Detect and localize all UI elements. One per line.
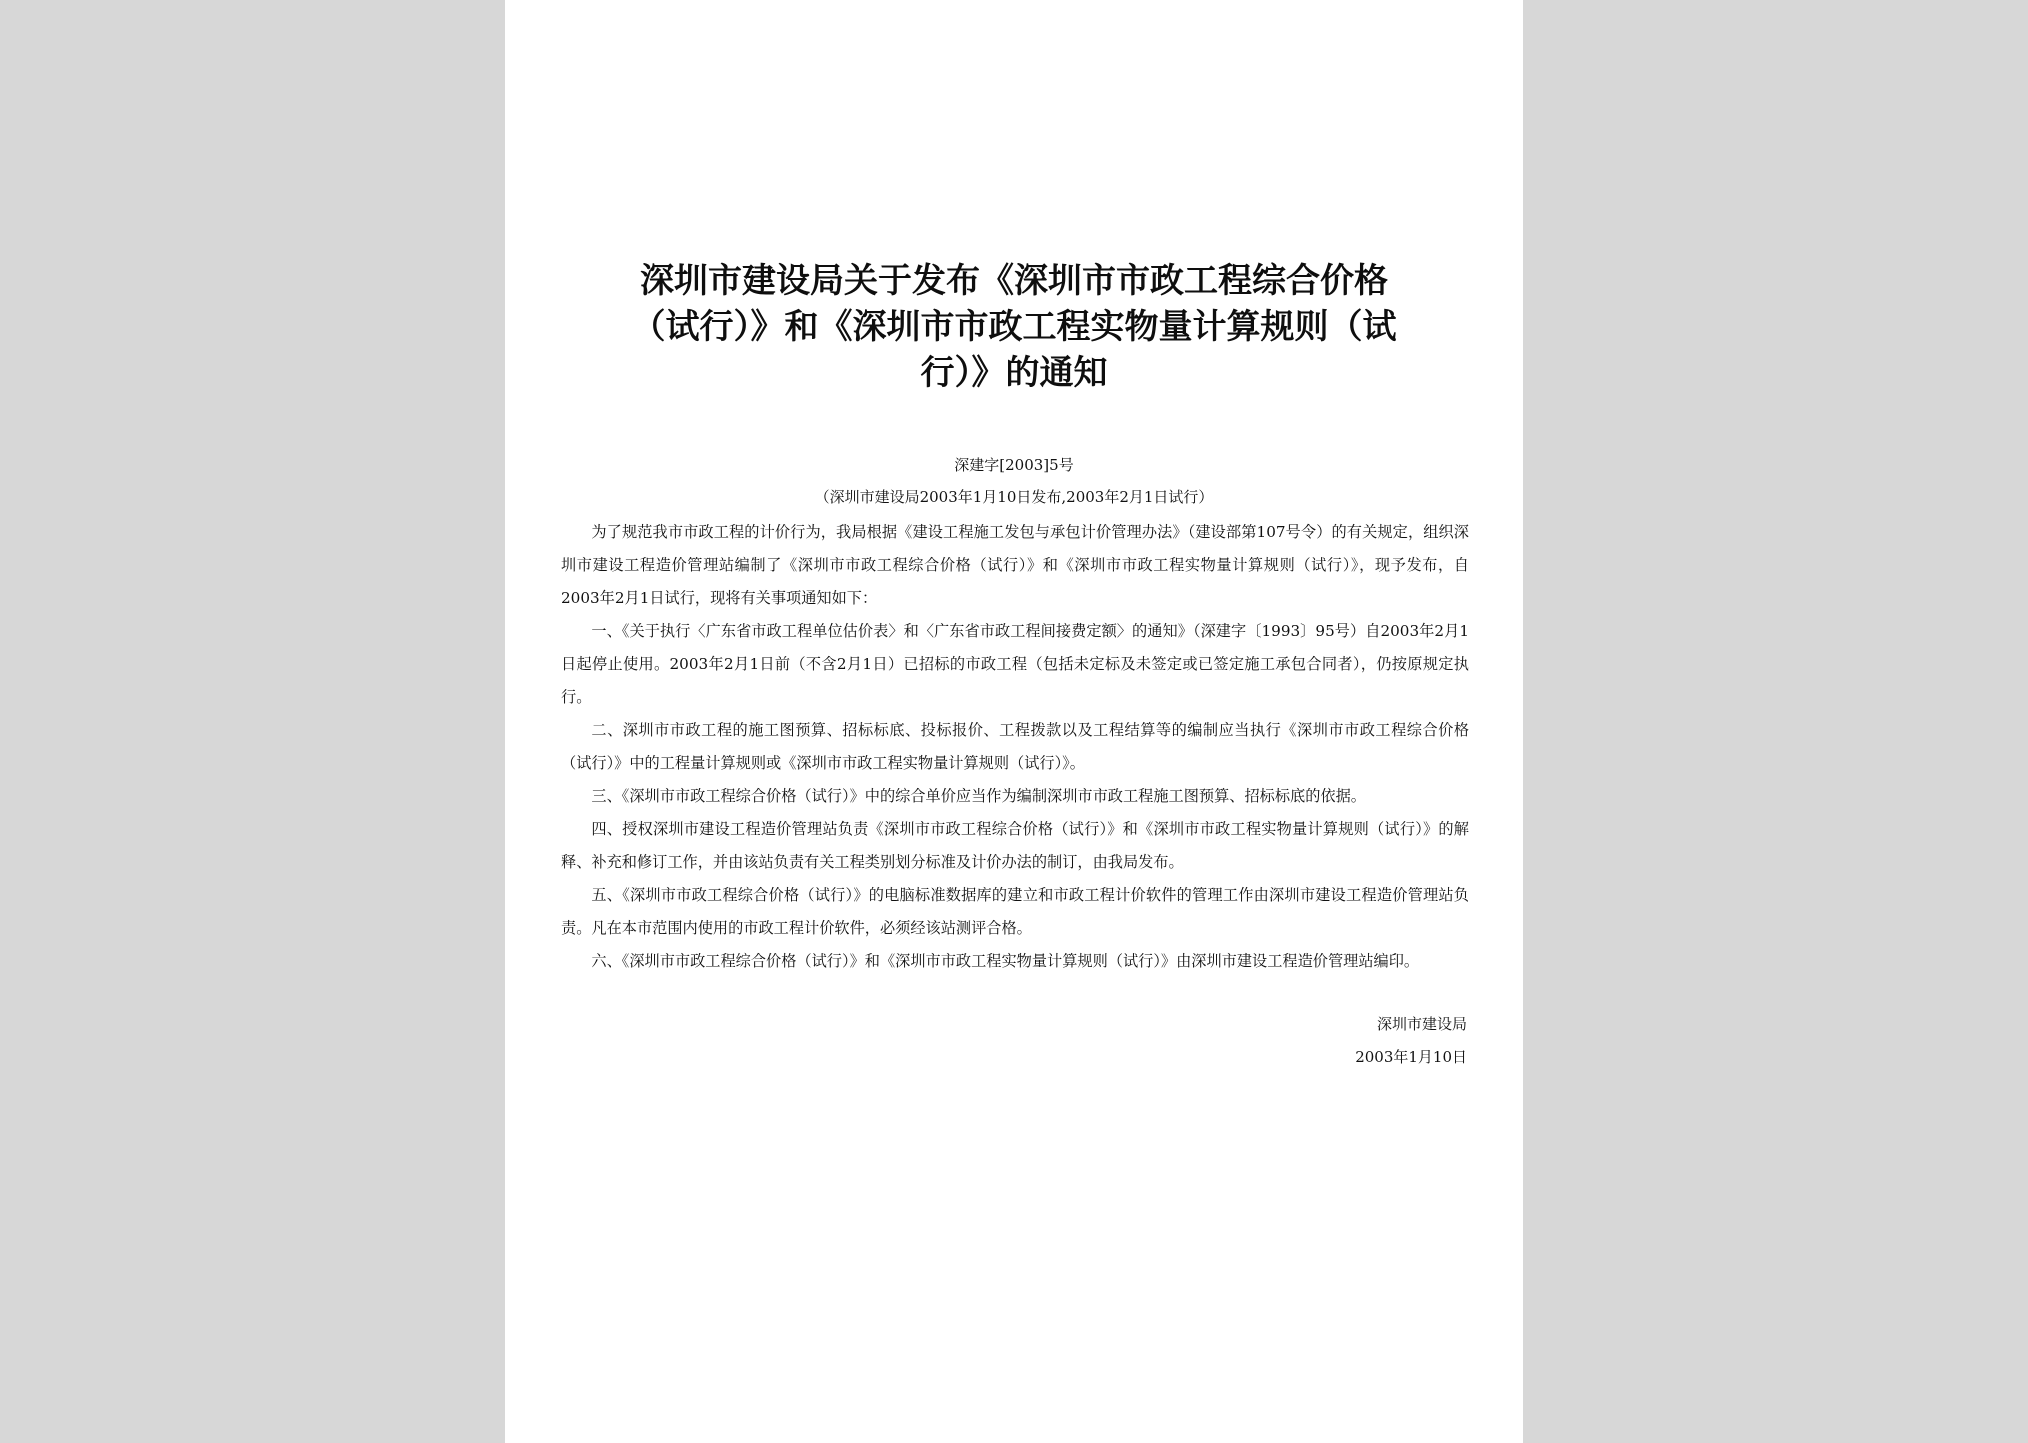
intro-paragraph: 为了规范我市市政工程的计价行为，我局根据《建设工程施工发包与承包计价管理办法》（建设部第107号令）的有关规定，组织深圳市建设工程造价管理站编制了《深圳市市政工程综合价格（试行）》和《深圳市市政工程实物量计算规则（试行）》，现予发布，自2003年2月1日试行，现将有关事项通知如下：	[561, 523, 1469, 607]
item-paragraph-4: 四、授权深圳市建设工程造价管理站负责《深圳市市政工程综合价格（试行）》和《深圳市市政工程实物量计算规则（试行）》的解释、补充和修订工作，并由该站负责有关工程类别划分标准及计价办法的制订，由我局发布。	[561, 820, 1469, 871]
issue-note: （深圳市建设局2003年1月10日发布,2003年2月1日试行）	[814, 488, 1214, 506]
item-paragraph-6: 六、《深圳市市政工程综合价格（试行）》和《深圳市市政工程实物量计算规则（试行）》由深圳市建设工程造价管理站编印。	[591, 952, 1420, 970]
document-title	[577, 258, 1451, 396]
document-body	[561, 516, 1469, 978]
item-paragraph-5: 五、《深圳市市政工程综合价格（试行）》的电脑标准数据库的建立和市政工程计价软件的管理工作由深圳市建设工程造价管理站负责。凡在本市范围内使用的市政工程计价软件，必须经该站测评合格。	[561, 886, 1469, 937]
title-line: 行）》的通知	[920, 353, 1108, 393]
item-paragraph-3: 三、《深圳市市政工程综合价格（试行）》中的综合单价应当作为编制深圳市市政工程施工图预算、招标标底的依据。	[591, 787, 1366, 805]
title-line: 深圳市建设局关于发布《深圳市市政工程综合价格	[640, 261, 1388, 301]
signature-date: 2003年1月10日	[1355, 1048, 1467, 1066]
item-paragraph-1: 一、《关于执行〈广东省市政工程单位估价表〉和〈广东省市政工程间接费定额〉的通知》（深建字〔1993〕95号）自2003年2月1日起停止使用。2003年2月1日前（不含2月1日）已招标的市政工程（包括未定标及未签定或已签定施工承包合同者），仍按原规定执行。	[561, 622, 1469, 706]
item-paragraph-2: 二、深圳市市政工程的施工图预算、招标标底、投标报价、工程拨款以及工程结算等的编制应当执行《深圳市市政工程综合价格（试行）》中的工程量计算规则或《深圳市市政工程实物量计算规则（试行）》。	[561, 721, 1469, 772]
title-line: （试行）》和《深圳市市政工程实物量计算规则（试	[631, 307, 1397, 347]
document-number: 深建字[2003]5号	[954, 456, 1074, 474]
document-page	[505, 0, 1523, 1443]
signature-organization: 深圳市建设局	[1376, 1015, 1467, 1033]
